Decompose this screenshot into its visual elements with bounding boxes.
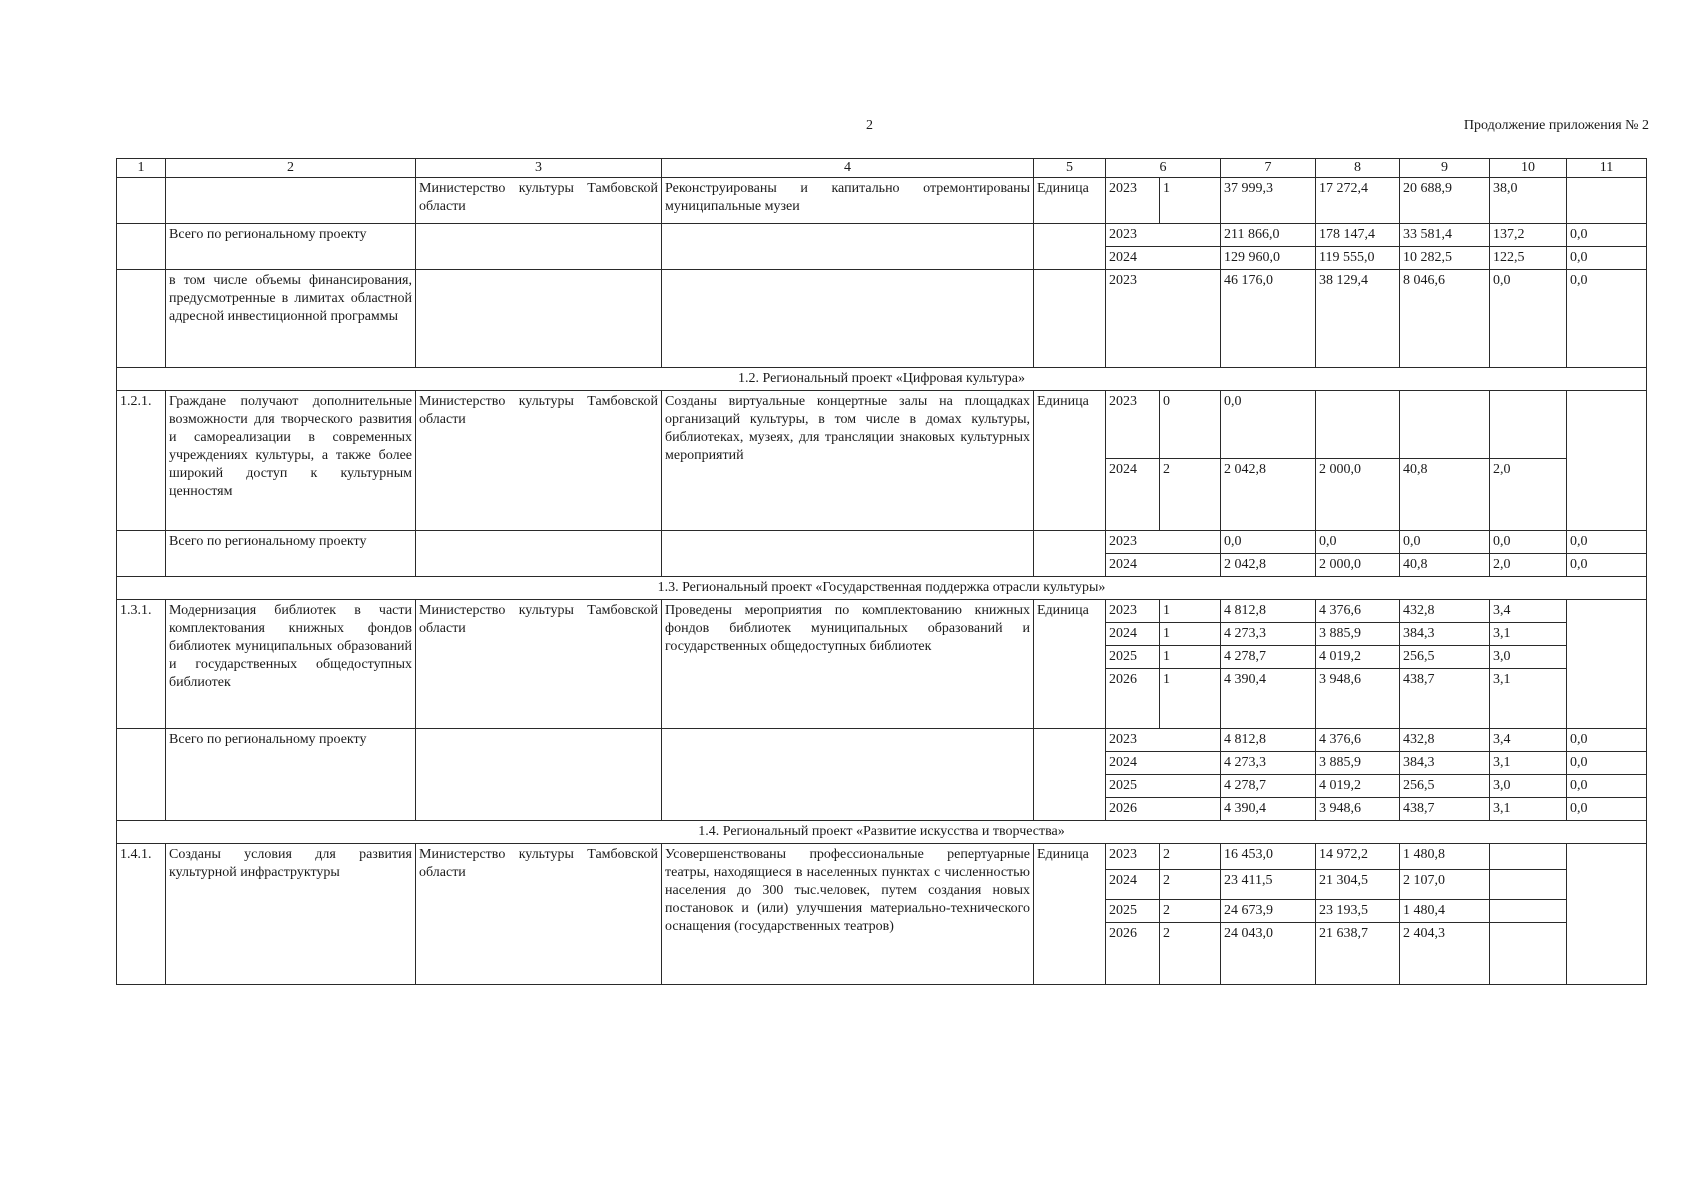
value-cell: 8 046,6 — [1400, 270, 1490, 368]
unit-cell: Единица — [1034, 391, 1106, 531]
value-cell — [1400, 391, 1490, 459]
value-cell: 21 638,7 — [1316, 923, 1400, 985]
header-cell: 10 — [1490, 159, 1567, 178]
unit-cell: Единица — [1034, 178, 1106, 224]
value-cell: 3,1 — [1490, 798, 1567, 821]
value-cell: 37 999,3 — [1221, 178, 1316, 224]
value-cell: 3 948,6 — [1316, 669, 1400, 729]
value-cell: 17 272,4 — [1316, 178, 1400, 224]
year-cell: 2026 — [1106, 669, 1160, 729]
qty-cell: 0 — [1160, 391, 1221, 459]
value-cell: 4 390,4 — [1221, 798, 1316, 821]
value-cell: 0,0 — [1567, 729, 1647, 752]
year-cell: 2025 — [1106, 775, 1221, 798]
year-cell: 2023 — [1106, 224, 1221, 247]
year-cell: 2023 — [1106, 600, 1160, 623]
ministry-cell: Министерство культуры Тамбовской области — [416, 844, 662, 985]
value-cell: 3 885,9 — [1316, 623, 1400, 646]
item-number: 1.4.1. — [117, 844, 166, 985]
value-cell — [1316, 391, 1400, 459]
header-cell: 9 — [1400, 159, 1490, 178]
header-cell: 7 — [1221, 159, 1316, 178]
value-cell: 0,0 — [1221, 391, 1316, 459]
value-cell — [1490, 923, 1567, 985]
item-name: Модернизация библиотек в части комплектования книжных фондов библиотек муниципальных образований и государственных общедоступных библиотек — [166, 600, 416, 729]
qty-cell: 1 — [1160, 600, 1221, 623]
value-cell: 432,8 — [1400, 600, 1490, 623]
item-name: Граждане получают дополнительные возможности для творческого развития и самореализации в современных учреждениях культуры, а также более широкий доступ к культурным ценностям — [166, 391, 416, 531]
section-row — [117, 368, 1647, 391]
table-row — [117, 178, 1647, 224]
value-cell: 2 107,0 — [1400, 870, 1490, 900]
year-cell: 2025 — [1106, 900, 1160, 923]
total-label: Всего по региональному проекту — [166, 531, 416, 577]
result-cell: Реконструированы и капитально отремонтированы муниципальные музеи — [662, 178, 1034, 224]
year-cell: 2023 — [1106, 270, 1221, 368]
ministry-cell: Министерство культуры Тамбовской области — [416, 391, 662, 531]
value-cell: 2,0 — [1490, 554, 1567, 577]
value-cell: 2 404,3 — [1400, 923, 1490, 985]
value-cell: 129 960,0 — [1221, 247, 1316, 270]
header-cell: 1 — [117, 159, 166, 178]
qty-cell: 1 — [1160, 646, 1221, 669]
value-cell: 4 812,8 — [1221, 600, 1316, 623]
value-cell: 3,4 — [1490, 729, 1567, 752]
value-cell: 0,0 — [1567, 752, 1647, 775]
value-cell: 2 042,8 — [1221, 554, 1316, 577]
value-cell: 3,1 — [1490, 752, 1567, 775]
value-cell: 4 019,2 — [1316, 646, 1400, 669]
year-cell: 2024 — [1106, 459, 1160, 531]
year-cell: 2024 — [1106, 870, 1160, 900]
value-cell: 0,0 — [1400, 531, 1490, 554]
value-cell: 0,0 — [1316, 531, 1400, 554]
section-title: 1.2. Региональный проект «Цифровая культура» — [117, 368, 1647, 391]
value-cell: 0,0 — [1567, 554, 1647, 577]
section-row — [117, 577, 1647, 600]
result-cell: Созданы виртуальные концертные залы на площадках организаций культуры, в том числе в домах культуры, библиотеках, музеях, для трансляции знаковых культурных мероприятий — [662, 391, 1034, 531]
value-cell: 4 376,6 — [1316, 600, 1400, 623]
year-cell: 2023 — [1106, 531, 1221, 554]
value-cell: 4 376,6 — [1316, 729, 1400, 752]
qty-cell: 2 — [1160, 923, 1221, 985]
qty-cell: 1 — [1160, 669, 1221, 729]
program-table — [116, 158, 1647, 985]
value-cell: 0,0 — [1221, 531, 1316, 554]
year-cell: 2026 — [1106, 798, 1221, 821]
value-cell: 3 948,6 — [1316, 798, 1400, 821]
value-cell: 4 278,7 — [1221, 646, 1316, 669]
total-label: Всего по региональному проекту — [166, 729, 416, 821]
header-cell: 4 — [662, 159, 1034, 178]
value-cell: 438,7 — [1400, 669, 1490, 729]
unit-cell: Единица — [1034, 844, 1106, 985]
section-title: 1.3. Региональный проект «Государственная поддержка отрасли культуры» — [117, 577, 1647, 600]
section-title: 1.4. Региональный проект «Развитие искусства и творчества» — [117, 821, 1647, 844]
value-cell: 3,1 — [1490, 623, 1567, 646]
value-cell — [1490, 844, 1567, 870]
value-cell — [1490, 391, 1567, 459]
table-row — [117, 224, 1647, 247]
value-cell: 33 581,4 — [1400, 224, 1490, 247]
table-row — [117, 600, 1647, 623]
qty-cell: 2 — [1160, 870, 1221, 900]
page-number: 2 — [866, 118, 873, 133]
header-cell: 8 — [1316, 159, 1400, 178]
value-cell: 0,0 — [1567, 270, 1647, 368]
result-cell: Проведены мероприятия по комплектованию книжных фондов библиотек муниципальных образований и государственных общедоступных библиотек — [662, 600, 1034, 729]
value-cell: 256,5 — [1400, 775, 1490, 798]
value-cell: 24 043,0 — [1221, 923, 1316, 985]
item-name: Созданы условия для развития культурной инфраструктуры — [166, 844, 416, 985]
value-cell: 46 176,0 — [1221, 270, 1316, 368]
value-cell: 4 273,3 — [1221, 623, 1316, 646]
value-cell: 2 000,0 — [1316, 459, 1400, 531]
year-cell: 2024 — [1106, 554, 1221, 577]
value-cell: 10 282,5 — [1400, 247, 1490, 270]
value-cell: 2 042,8 — [1221, 459, 1316, 531]
header-cell: 2 — [166, 159, 416, 178]
table-row — [117, 844, 1647, 870]
value-cell: 16 453,0 — [1221, 844, 1316, 870]
value-cell: 4 019,2 — [1316, 775, 1400, 798]
value-cell: 438,7 — [1400, 798, 1490, 821]
value-cell: 4 273,3 — [1221, 752, 1316, 775]
value-cell: 384,3 — [1400, 752, 1490, 775]
value-cell: 4 390,4 — [1221, 669, 1316, 729]
value-cell: 3 885,9 — [1316, 752, 1400, 775]
value-cell: 3,1 — [1490, 669, 1567, 729]
value-cell: 38,0 — [1490, 178, 1567, 224]
value-cell: 1 480,4 — [1400, 900, 1490, 923]
table-row — [117, 531, 1647, 554]
item-number: 1.3.1. — [117, 600, 166, 729]
value-cell — [1490, 900, 1567, 923]
value-cell: 0,0 — [1490, 531, 1567, 554]
value-cell: 0,0 — [1567, 224, 1647, 247]
continuation-note: Продолжение приложения № 2 — [1463, 118, 1649, 133]
value-cell: 178 147,4 — [1316, 224, 1400, 247]
value-cell: 0,0 — [1490, 270, 1567, 368]
header-cell: 11 — [1567, 159, 1647, 178]
item-number: 1.2.1. — [117, 391, 166, 531]
value-cell: 23 411,5 — [1221, 870, 1316, 900]
value-cell: 24 673,9 — [1221, 900, 1316, 923]
value-cell: 0,0 — [1567, 531, 1647, 554]
value-cell: 1 480,8 — [1400, 844, 1490, 870]
value-cell: 23 193,5 — [1316, 900, 1400, 923]
value-cell: 119 555,0 — [1316, 247, 1400, 270]
qty-cell: 1 — [1160, 178, 1221, 224]
header-cell: 5 — [1034, 159, 1106, 178]
qty-cell: 2 — [1160, 900, 1221, 923]
header-cell: 6 — [1106, 159, 1221, 178]
header-row — [117, 159, 1647, 178]
year-cell: 2023 — [1106, 729, 1221, 752]
year-cell: 2024 — [1106, 247, 1221, 270]
value-cell: 2,0 — [1490, 459, 1567, 531]
ministry-cell: Министерство культуры Тамбовской области — [416, 600, 662, 729]
value-cell: 20 688,9 — [1400, 178, 1490, 224]
year-cell: 2023 — [1106, 844, 1160, 870]
unit-cell: Единица — [1034, 600, 1106, 729]
value-cell: 3,0 — [1490, 646, 1567, 669]
qty-cell: 2 — [1160, 459, 1221, 531]
value-cell — [1490, 870, 1567, 900]
value-cell: 40,8 — [1400, 554, 1490, 577]
year-cell: 2023 — [1106, 391, 1160, 459]
result-cell: Усовершенствованы профессиональные репертуарные театры, находящиеся в населенных пунктах с численностью населения до 300 тыс.человек, путем создания новых постановок и (или) улучшения материально-технического оснащения (государственных театров) — [662, 844, 1034, 985]
value-cell: 4 812,8 — [1221, 729, 1316, 752]
value-cell: 384,3 — [1400, 623, 1490, 646]
section-row — [117, 821, 1647, 844]
value-cell: 2 000,0 — [1316, 554, 1400, 577]
value-cell: 122,5 — [1490, 247, 1567, 270]
table-row — [117, 729, 1647, 752]
qty-cell: 2 — [1160, 844, 1221, 870]
ministry-cell: Министерство культуры Тамбовской области — [416, 178, 662, 224]
value-cell: 40,8 — [1400, 459, 1490, 531]
year-cell: 2025 — [1106, 646, 1160, 669]
value-cell: 38 129,4 — [1316, 270, 1400, 368]
value-cell: 432,8 — [1400, 729, 1490, 752]
incl-label: в том числе объемы финансирования, предусмотренные в лимитах областной адресной инвестиционной программы — [166, 270, 416, 368]
value-cell: 211 866,0 — [1221, 224, 1316, 247]
value-cell: 137,2 — [1490, 224, 1567, 247]
year-cell: 2026 — [1106, 923, 1160, 985]
header-cell: 3 — [416, 159, 662, 178]
value-cell: 0,0 — [1567, 247, 1647, 270]
year-cell: 2024 — [1106, 752, 1221, 775]
value-cell: 256,5 — [1400, 646, 1490, 669]
value-cell: 21 304,5 — [1316, 870, 1400, 900]
year-cell: 2024 — [1106, 623, 1160, 646]
table-row — [117, 270, 1647, 368]
year-cell: 2023 — [1106, 178, 1160, 224]
value-cell: 0,0 — [1567, 775, 1647, 798]
total-label: Всего по региональному проекту — [166, 224, 416, 270]
table-row — [117, 391, 1647, 459]
qty-cell: 1 — [1160, 623, 1221, 646]
value-cell: 0,0 — [1567, 798, 1647, 821]
value-cell: 3,4 — [1490, 600, 1567, 623]
value-cell: 14 972,2 — [1316, 844, 1400, 870]
value-cell: 4 278,7 — [1221, 775, 1316, 798]
value-cell: 3,0 — [1490, 775, 1567, 798]
